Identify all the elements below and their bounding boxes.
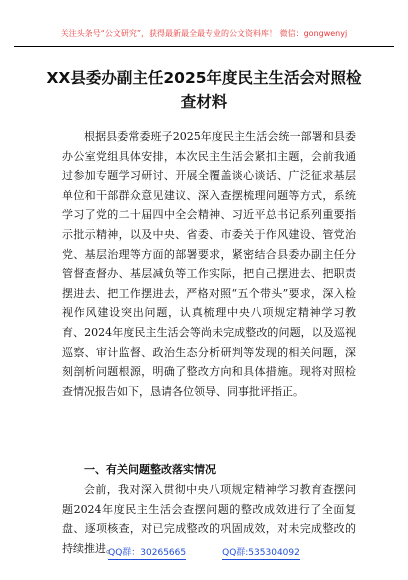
header-promo-text: 关注头条号“公文研究”，获得最新最全最专业的公文资料库！ 微信：gongwenyj [60, 29, 348, 38]
body-paragraph-2: 会前，我对深入贯彻中央八项规定精神学习教育查摆问题2024年度民主生活会查摆问题的整改成效进行了全面复盘、逐项核查，对已完成整改的巩固成效，对未完成整改的持续推进。 [62, 483, 356, 555]
footer-qq-group-1[interactable]: QQ群：30265665 [108, 548, 187, 558]
body-paragraph-1: 根据县委常委班子2025年度民主生活会统一部署和县委办公室党组具体安排，本次民主生活会紧扣主题，会前我通过参加专题学习研讨、开展全覆盖谈心谈话、广泛征求基层单位和干部群众意见建议、深入查摆梳理问题等方式，系统学习了党的二十届四中全会精神、习近平总书记系列重要指示批示精神，以及中央、省委、市委关于作风建设、管党治党、基层治理等方面的部署要求，紧密结合县委办副主任分管督查督办、基层减负等工作实际，把自己摆进去、把职责摆进去、把工作摆进去，严格对照“五个带头”要求，深入检视作风建设突出问题，认真梳理中央八项规定精神学习教育、2024年度民主生活会等尚未完成整改的问题，以及巡视巡察、审计监督、政治生态分析研判等发现的相关问题，深刻剖析问题根源，明确了整改方向和具体措施。现将对照检查情况报告如下，恳请各位领导、同事批评指正。 [62, 130, 356, 398]
footer-qq-group-2[interactable]: QQ群:535304092 [222, 548, 300, 558]
section-heading-1: 一、有关问题整改落实情况 [84, 463, 216, 476]
page-footer [0, 546, 408, 560]
document-title: XX县委办副主任2025年度民主生活会对照检查材料 [46, 69, 362, 111]
page-header [14, 6, 394, 47]
